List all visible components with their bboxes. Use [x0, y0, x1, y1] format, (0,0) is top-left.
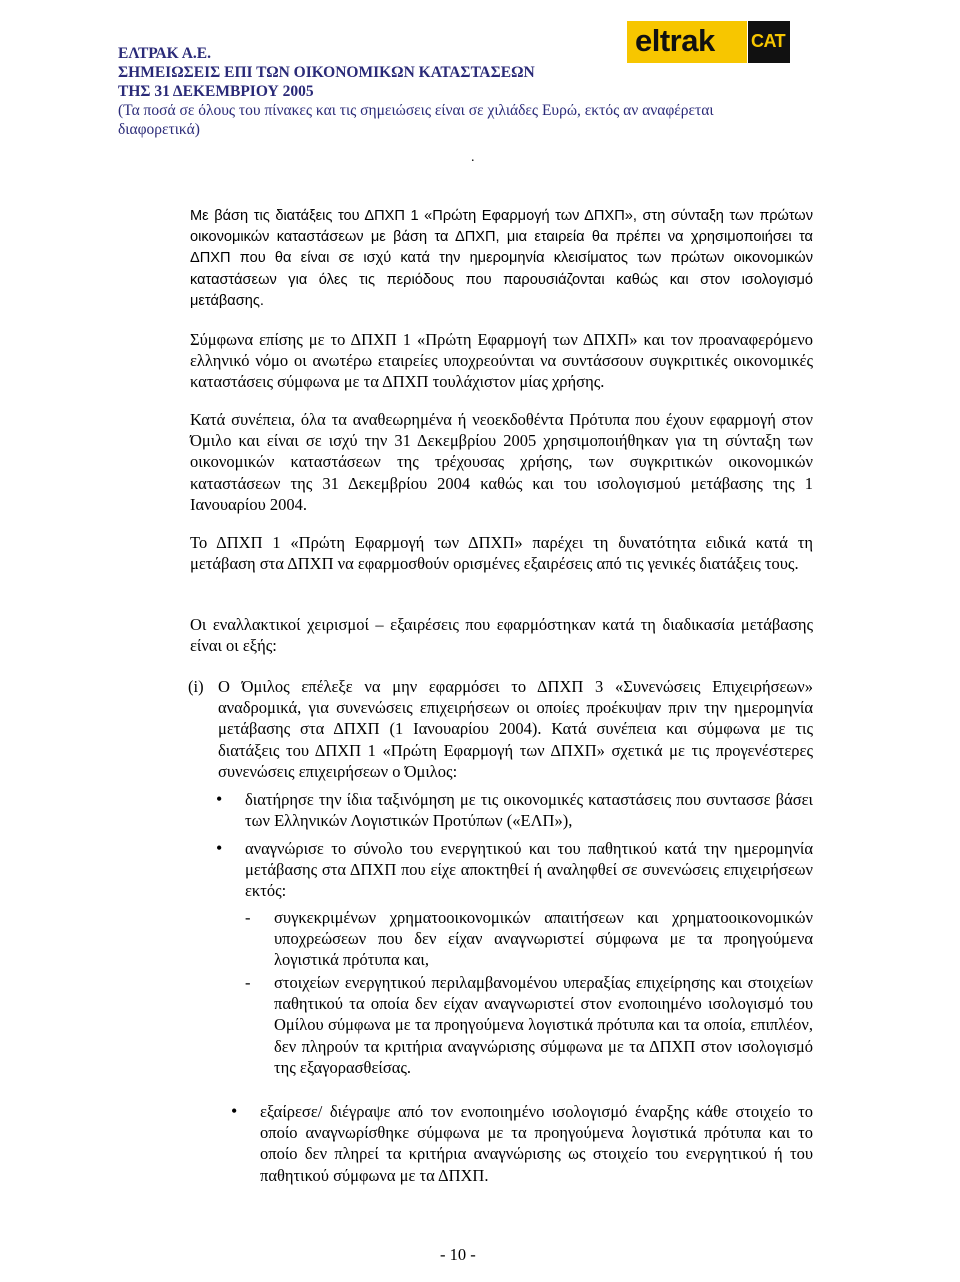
- paragraph-2: Σύμφωνα επίσης με το ΔΠΧΠ 1 «Πρώτη Εφαρμογή των ΔΠΧΠ» και τον προαναφερόμενο ελληνικό νόμο οι ανωτέρω εταιρείες υποχρεούνται να συντάσσουν συγκριτικές οικονομικές καταστάσεις σύμφωνα με τα ΔΠΧΠ τουλάχιστον μίας χρήσης.: [190, 330, 813, 392]
- eltrak-cat-logo: [627, 21, 790, 63]
- paragraph-4: Το ΔΠΧΠ 1 «Πρώτη Εφαρμογή των ΔΠΧΠ» παρέχει τη δυνατότητα ειδικά κατά τη μετάβαση στα ΔΠΧΠ να εφαρμοσθούν ορισμένες εξαιρέσεις από τις γενικές διατάξεις τους.: [190, 533, 813, 574]
- cat-logo: CAT: [748, 21, 790, 63]
- currency-note: (Τα ποσά σε όλους του πίνακες και τις σημειώσεις είναι σε χιλιάδες Ευρώ, εκτός αν αναφέρεται διαφορετικά): [118, 102, 714, 138]
- document-title: ΣΗΜΕΙΩΣΕΙΣ ΕΠΙ ΤΩΝ ΟΙΚΟΝΟΜΙΚΩΝ ΚΑΤΑΣΤΑΣΕΩΝ: [118, 64, 535, 81]
- paragraph-1: Με βάση τις διατάξεις του ΔΠΧΠ 1 «Πρώτη Εφαρμογή των ΔΠΧΠ», στη σύνταξη των πρώτων οικονομικών καταστάσεων με βάση τα ΔΠΧΠ, μια εταιρεία θα πρέπει να χρησιμοποιήσει τα ΔΠΧΠ που θα είναι σε ισχύ κατά την ημερομηνία κλεισίματος των πρώτων οικονομικών καταστάσεων για όλες τις περιόδους που παρουσιάζονται καθώς και στον ισολογισμό μετάβασης.: [190, 208, 813, 309]
- dash-item-2: στοιχείων ενεργητικού περιλαμβανομένου υπεραξίας επιχείρησης και στοιχείων παθητικού τα οποία δεν είχαν αναγνωριστεί στον ενοποιημένο ισολογισμό του Ομίλου σύμφωνα με τα προηγούμενα λογιστικά πρότυπα και τα οποία, επιπλέον, δεν πληρούν τα κριτήρια αναγνώρισης σύμφωνα με τα ΔΠΧΠ στον ισολογισμό της εξαγορασθείσας.: [274, 973, 813, 1077]
- dash-icon: -: [245, 908, 251, 927]
- bullet-icon: •: [231, 1101, 238, 1121]
- eltrak-logo: eltrak: [627, 21, 747, 63]
- dash-icon: -: [245, 973, 251, 992]
- document-date: ΤΗΣ 31 ΔΕΚΕΜΒΡΙΟΥ 2005: [118, 83, 314, 100]
- bullet-item-3: εξαίρεσε/ διέγραψε από τον ενοποιημένο ισολογισμό έναρξης κάθε στοιχείο το οποίο αναγνωρίσθηκε σύμφωνα με τα προηγούμενα λογιστικά πρότυπα και το οποίο δεν πληρεί τα κριτήρια αναγνώρισης ως στοιχείο του ενεργητικού ή του παθητικού σύμφωνα με τα ΔΠΧΠ.: [260, 1102, 813, 1185]
- item-i-text: Ο Όμιλος επέλεξε να μην εφαρμόσει το ΔΠΧΠ 3 «Συνενώσεις Επιχειρήσεων» αναδρομικά, για συνενώσεις επιχειρήσεων οι οποίες προέκυψαν πριν την ημερομηνία μετάβασης στα ΔΠΧΠ (1 Ιανουαρίου 2004). Κατά συνέπεια και σύμφωνα με τις διατάξεις του ΔΠΧΠ 1 «Πρώτη Εφαρμογή των ΔΠΧΠ» σχετικά με τις προγενέστερες συνενώσεις επιχειρήσεων ο Όμιλος:: [218, 677, 813, 781]
- page-number: - 10 -: [440, 1245, 476, 1264]
- paragraph-5: Οι εναλλακτικοί χειρισμοί – εξαιρέσεις που εφαρμόστηκαν κατά τη διαδικασία μετάβασης είναι οι εξής:: [190, 615, 813, 656]
- bullet-icon: •: [216, 789, 223, 809]
- dash-item-1: συγκεκριμένων χρηματοοικονομικών απαιτήσεων και χρηματοοικονομικών υποχρεώσεων που δεν είχαν αναγνωριστεί σύμφωνα με τα προηγούμενα λογιστικά πρότυπα και,: [274, 908, 813, 970]
- item-marker-i: (i): [188, 677, 204, 696]
- paragraph-3: Κατά συνέπεια, όλα τα αναθεωρημένα ή νεοεκδοθέντα Πρότυπα που έχουν εφαρμογή στον Όμιλο και είναι σε ισχύ την 31 Δεκεμβρίου 2005 χρησιμοποιήθηκαν για τη σύνταξη των οικονομικών καταστάσεων της τρέχουσας χρήσης, των συγκριτικών οικονομικών καταστάσεων της 31 Δεκεμβρίου 2004 καθώς και του ισολογισμού μετάβασης της 1 Ιανουαρίου 2004.: [190, 410, 813, 514]
- company-name: ΕΛΤΡΑΚ Α.Ε.: [118, 45, 212, 62]
- bullet-item-1: διατήρησε την ίδια ταξινόμηση με τις οικονομικές καταστάσεις που συντασσε βάσει των Ελληνικών Λογιστικών Προτύπων («ΕΛΠ»),: [245, 790, 813, 831]
- bullet-item-2: αναγνώρισε το σύνολο του ενεργητικού και του παθητικού κατά την ημερομηνία μετάβασης στα ΔΠΧΠ που είχε αποκτηθεί ή αναληφθεί σε συνενώσεις επιχειρήσεων εκτός:: [245, 839, 813, 901]
- stray-dot: .: [471, 150, 475, 165]
- bullet-icon: •: [216, 838, 223, 858]
